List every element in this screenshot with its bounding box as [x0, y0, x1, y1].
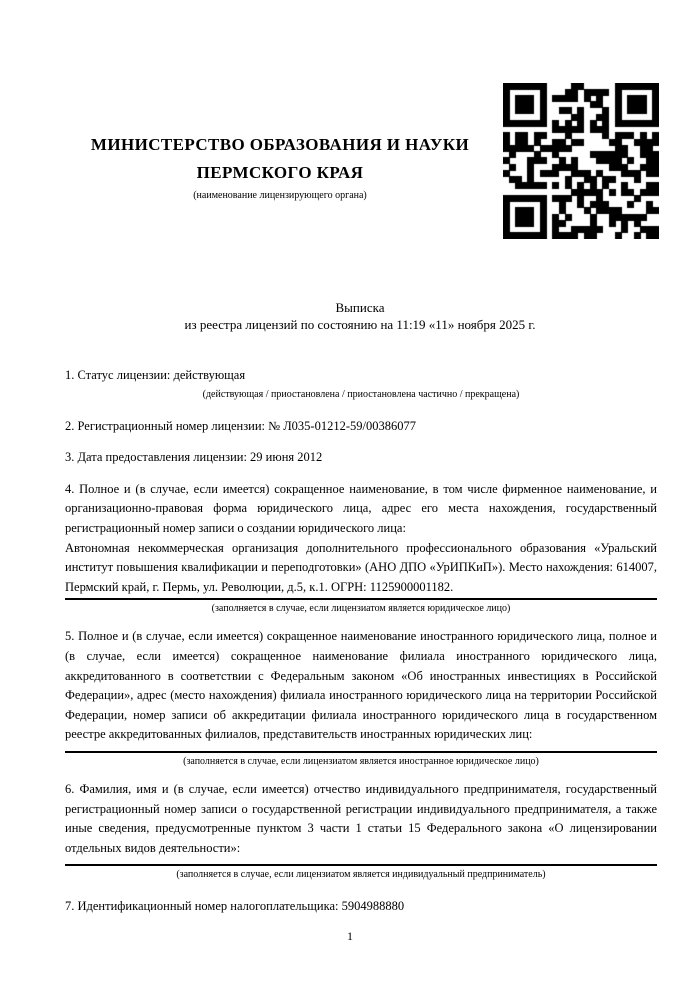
foreign-entity-caption: (заполняется в случае, если лицензиатом является иностранное юридическое лицо)	[183, 755, 539, 767]
document-header	[50, 131, 510, 201]
taxpayer-id: 7. Идентификационный номер налогоплательщика: 5904988880	[65, 899, 405, 914]
individual-entrepreneur-label: 6. Фамилия, имя и (в случае, если имеется) отчество индивидуального предпринимателя, государственный регистрационный номер записи о государственной регистрации индивидуального предпринимателя, а также иные сведения, предусмотренные пунктом 3 части 1 статьи 15 Федерального закона «О лицензировании отдельных видов деятельности»:	[65, 781, 657, 855]
document-title	[62, 299, 658, 333]
legal-entity-value: Автономная некоммерческая организация дополнительного профессионального образования «Уральский институт повышения квалификации и переподготовки» (АНО ДПО «УрИПКиП»). Место нахождения: 614007, Пермский край, г. Пермь, ул. Революции, д.5, к.1. ОГРН: 1125900001182.	[65, 539, 657, 601]
individual-entrepreneur-caption: (заполняется в случае, если лицензиатом является индивидуальный предприниматель)	[176, 869, 546, 881]
license-registration-number: 2. Регистрационный номер лицензии: № Л035-01212-59/00386077	[65, 418, 416, 433]
foreign-entity-label: 5. Полное и (в случае, если имеется) сокращенное наименование иностранного юридического лица, полное и (в случае, если имеется) сокращенное наименование филиала иностранного юридического лица, аккредитованного в соответствии с Федеральным законом «Об иностранных инвестициях в Российской Федерации», адрес (место нахождения) филиала иностранного юридического лица на территории Российской Федерации, номер записи об аккредитации филиала иностранного юридического лица в государственном реестре аккредитованных филиалов, представительств иностранных юридических лиц:	[65, 629, 657, 742]
licensing-authority-caption: (наименование лицензирующего органа)	[193, 190, 367, 201]
document-body	[65, 360, 657, 917]
licensing-authority-name	[50, 131, 510, 187]
qr-code	[503, 83, 659, 239]
ministry-name-line2: ПЕРМСКОГО КРАЯ	[196, 163, 364, 182]
foreign-entity-blank-line	[65, 745, 657, 753]
license-grant-date: 3. Дата предоставления лицензии: 29 июня 2012	[65, 450, 323, 465]
legal-entity-caption: (заполняется в случае, если лицензиатом является юридическое лицо)	[211, 603, 511, 615]
ministry-name-line1: МИНИСТЕРСТВО ОБРАЗОВАНИЯ И НАУКИ	[90, 135, 470, 154]
license-status-caption: (действующая / приостановлена / приостановлена частично / прекращена)	[202, 388, 520, 400]
individual-entrepreneur-blank-line	[65, 858, 657, 866]
document-title-line1: Выписка	[335, 300, 385, 315]
license-status: 1. Статус лицензии: действующая	[65, 368, 246, 382]
document-title-line2: из реестра лицензий по состоянию на 11:19 «11» ноября 2025 г.	[184, 317, 536, 332]
legal-entity-label: 4. Полное и (в случае, если имеется) сокращенное наименование, в том числе фирменное наименование, и организационно-правовая форма юридического лица, адрес его места нахождения, государственный регистрационный номер записи о создании юридического лица:	[65, 481, 657, 535]
page-number: 1	[347, 929, 353, 943]
